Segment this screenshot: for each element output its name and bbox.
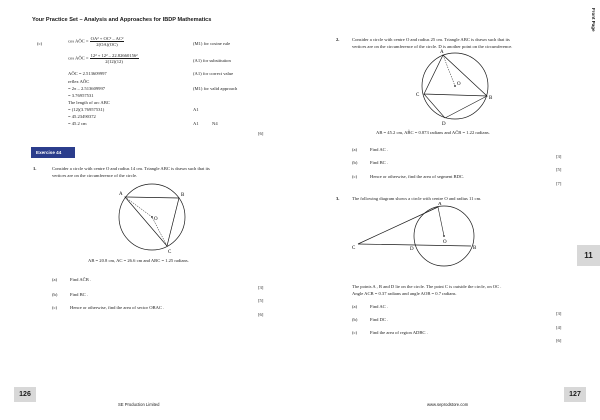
solution-line-4: reflex AÔC: [68, 79, 90, 84]
eq1-lhs: cos AÔC =: [68, 38, 89, 44]
q3b-label: (b): [352, 317, 358, 322]
eq2-lhs: cos AÔC =: [68, 55, 89, 61]
q2c-marks: [7]: [556, 181, 562, 186]
q1-text-line-1: Consider a circle with centre O and radius 14 cm. Triangle ABC is drawn such that its: [52, 166, 210, 171]
q3-label-c: C: [352, 246, 356, 251]
q3-line-ca: [358, 207, 438, 244]
q3a-marks: [3]: [556, 311, 562, 316]
left-page-number: 126: [14, 387, 36, 402]
q3b-marks: [4]: [556, 325, 562, 330]
q1-label-o: O: [154, 217, 158, 222]
line5-mark: (M1) for valid approach: [193, 86, 238, 91]
q2c-label: (c): [352, 174, 358, 179]
q3c-label: (c): [352, 330, 358, 335]
q3-centre-point: [443, 235, 445, 237]
eq2-mark: (A1) for substitution: [193, 58, 231, 63]
line10-mark-a: A1: [193, 121, 199, 126]
q1-circle-diagram: [105, 180, 195, 260]
cosine-rule-equation: [68, 36, 124, 47]
exercise-banner: Exercise 44: [31, 147, 75, 158]
solution-line-9: = 45.23490372: [68, 114, 96, 119]
q2-circle-diagram: [408, 48, 503, 126]
eq2-fraction: [90, 53, 139, 64]
q2-label-b: B: [489, 96, 493, 101]
line8-mark: A1: [193, 107, 199, 112]
q1b-label: (b): [52, 292, 58, 297]
q2-given: AB = 45.2 cm, AB̂C = 0.873 radians and AĈB = 1.22 radians.: [376, 130, 490, 135]
q3-label-b: B: [473, 246, 477, 251]
solution-line-3: AÔC = 2.513609997: [68, 71, 107, 76]
q1-number: 1.: [33, 166, 37, 171]
q3-number: 3.: [336, 196, 340, 201]
q1-label-b: B: [181, 193, 185, 198]
q2b-label: (b): [352, 160, 358, 165]
q1-centre-point: [151, 216, 153, 218]
q1-label-a: A: [119, 192, 123, 197]
q3-line-cob: [358, 244, 471, 246]
q2c-text: Hence or otherwise, find the area of segment BDC.: [370, 174, 465, 179]
q2-text-line-1: Consider a circle with centre O and radius 25 cm. Triangle ABC is drawn such that its: [352, 37, 510, 42]
solution-line-8: = (12)(3.76957531): [68, 107, 105, 112]
q3-label-o: O: [443, 240, 447, 245]
q3-circle-diagram: [352, 202, 487, 274]
q3-radius-oa: [438, 207, 444, 236]
q1b-marks: [5]: [258, 298, 264, 303]
solution-line-6: = 3.76957531: [68, 93, 94, 98]
q3a-label: (a): [352, 304, 358, 309]
right-page-number: 127: [564, 387, 586, 402]
q2-centre-point: [454, 85, 456, 87]
q1-radius-oa: [125, 197, 152, 217]
q1b-text: Find BC .: [70, 292, 88, 297]
q3-text: The following diagram shows a circle with centre O and radius 11 cm.: [352, 196, 482, 201]
q3-given-line-1: The points A , B and D lie on the circle. The point C is outside the circle, on OC .: [352, 284, 502, 289]
q3c-text: Find the area of region ADBC .: [370, 330, 428, 335]
substitution-equation: [68, 53, 139, 64]
q1-text-line-2: vertices are on the circumference of the circle.: [52, 173, 138, 178]
eq1-mark: (M1) for cosine rule: [193, 41, 231, 46]
q2-number: 2.: [336, 37, 340, 42]
q2b-text: Find BC .: [370, 160, 388, 165]
solution-line-5: = 2π – 2.513609997: [68, 86, 106, 91]
solution-line-7: The length of arc ABC: [68, 100, 110, 105]
q1-triangle: [125, 197, 179, 246]
q1c-marks: [6]: [258, 312, 264, 317]
left-footer: SE Production Limited: [118, 402, 160, 407]
q2-chord-cd: [424, 94, 445, 118]
q2-text-line-2: vertices are on the circumference of the circle. D is another point on the circumference.: [352, 44, 513, 49]
q3-label-d: D: [410, 247, 414, 252]
q1c-text: Hence or otherwise, find the area of sector OBAC .: [70, 305, 165, 310]
front-page-label: Front Page: [591, 8, 596, 32]
eq1-fraction: [90, 36, 125, 47]
part-c-label: (c): [37, 41, 43, 46]
q2-label-c: C: [416, 93, 420, 98]
solution-line-10: = 45.2 cm: [68, 121, 87, 126]
q1c-label: (c): [52, 305, 58, 310]
q3-given-line-2: Angle ACB = 0.37 radians and angle AOB = 0.7 radians.: [352, 291, 457, 296]
right-footer: www.seprodstore.com: [427, 402, 469, 407]
q1a-label: (a): [52, 277, 58, 282]
q2-radius-oa: [443, 55, 455, 86]
q2a-label: (a): [352, 147, 358, 152]
q2a-text: Find AC .: [370, 147, 388, 152]
eq2-denominator: 2(12)(12): [105, 59, 123, 64]
q3b-text: Find DC .: [370, 317, 389, 322]
q3a-text: Find AC .: [370, 304, 388, 309]
q2-label-d: D: [442, 122, 446, 126]
q1-label-c: C: [168, 250, 172, 255]
q1-given: AB = 20.8 cm, AC = 26.6 cm and ABC = 1.25 radians.: [88, 258, 189, 263]
eq1-numerator: OA² + OC² – AC²: [90, 36, 124, 41]
line3-mark: (A1) for correct value: [193, 71, 234, 76]
total-mark: [6]: [258, 131, 264, 136]
q2a-marks: [3]: [556, 154, 562, 159]
eq1-denominator: 2(OA)(OC): [96, 42, 118, 47]
q3c-marks: [6]: [556, 338, 562, 343]
eq2-numerator: 12² + 12² – 22.82660156²: [90, 53, 138, 58]
page-header-title: Your Practice Set – Analysis and Approaches for IBDP Mathematics: [32, 17, 212, 23]
q2-label-a: A: [440, 50, 444, 55]
q1a-marks: [3]: [258, 285, 264, 290]
q1a-text: Find AĈB .: [70, 277, 92, 282]
line10-mark-b: N4: [212, 121, 218, 126]
chapter-tab: 11: [577, 245, 600, 266]
q2-label-o: O: [457, 82, 461, 87]
q3-label-a: A: [438, 202, 442, 207]
q2b-marks: [5]: [556, 167, 562, 172]
